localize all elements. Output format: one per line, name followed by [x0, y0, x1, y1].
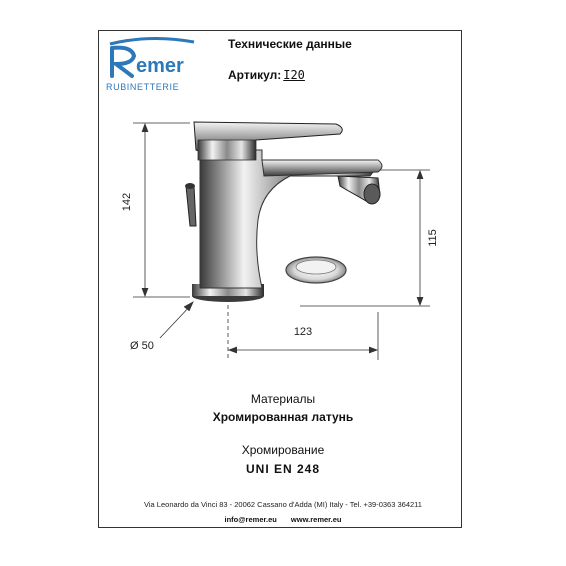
materials-label: Материалы: [250, 392, 316, 406]
footer-address: Via Leonardo da Vinci 83 - 20062 Cassano d'Adda (MI) Italy - Tel. +39-0363 364211: [144, 500, 422, 509]
remer-logo-icon: [110, 38, 194, 77]
article-code: I20: [283, 68, 305, 82]
dimension-lines: [133, 123, 430, 360]
dimension-total-height: 142: [121, 192, 133, 212]
page-title: Технические данные: [228, 37, 352, 51]
materials-value: Хромированная латунь: [212, 410, 354, 424]
logo-subtitle: RUBINETTERIE: [106, 82, 180, 92]
plating-label: Хромирование: [241, 443, 325, 457]
article-number: [228, 68, 305, 82]
svg-text:emer: emer: [136, 55, 184, 77]
plating-value: UNI EN 248: [245, 462, 321, 476]
article-label: Артикул:: [228, 68, 282, 82]
dimension-spout-reach: 123: [293, 326, 313, 338]
drain-plug-icon: [286, 257, 346, 283]
footer-website[interactable]: www.remer.eu: [290, 515, 342, 524]
dimension-spout-height: 115: [427, 229, 439, 247]
footer-email[interactable]: info@remer.eu: [224, 515, 277, 524]
faucet-illustration: [185, 122, 382, 302]
dimension-diameter: Ø 50: [130, 340, 154, 352]
footer-links: [0, 515, 566, 524]
